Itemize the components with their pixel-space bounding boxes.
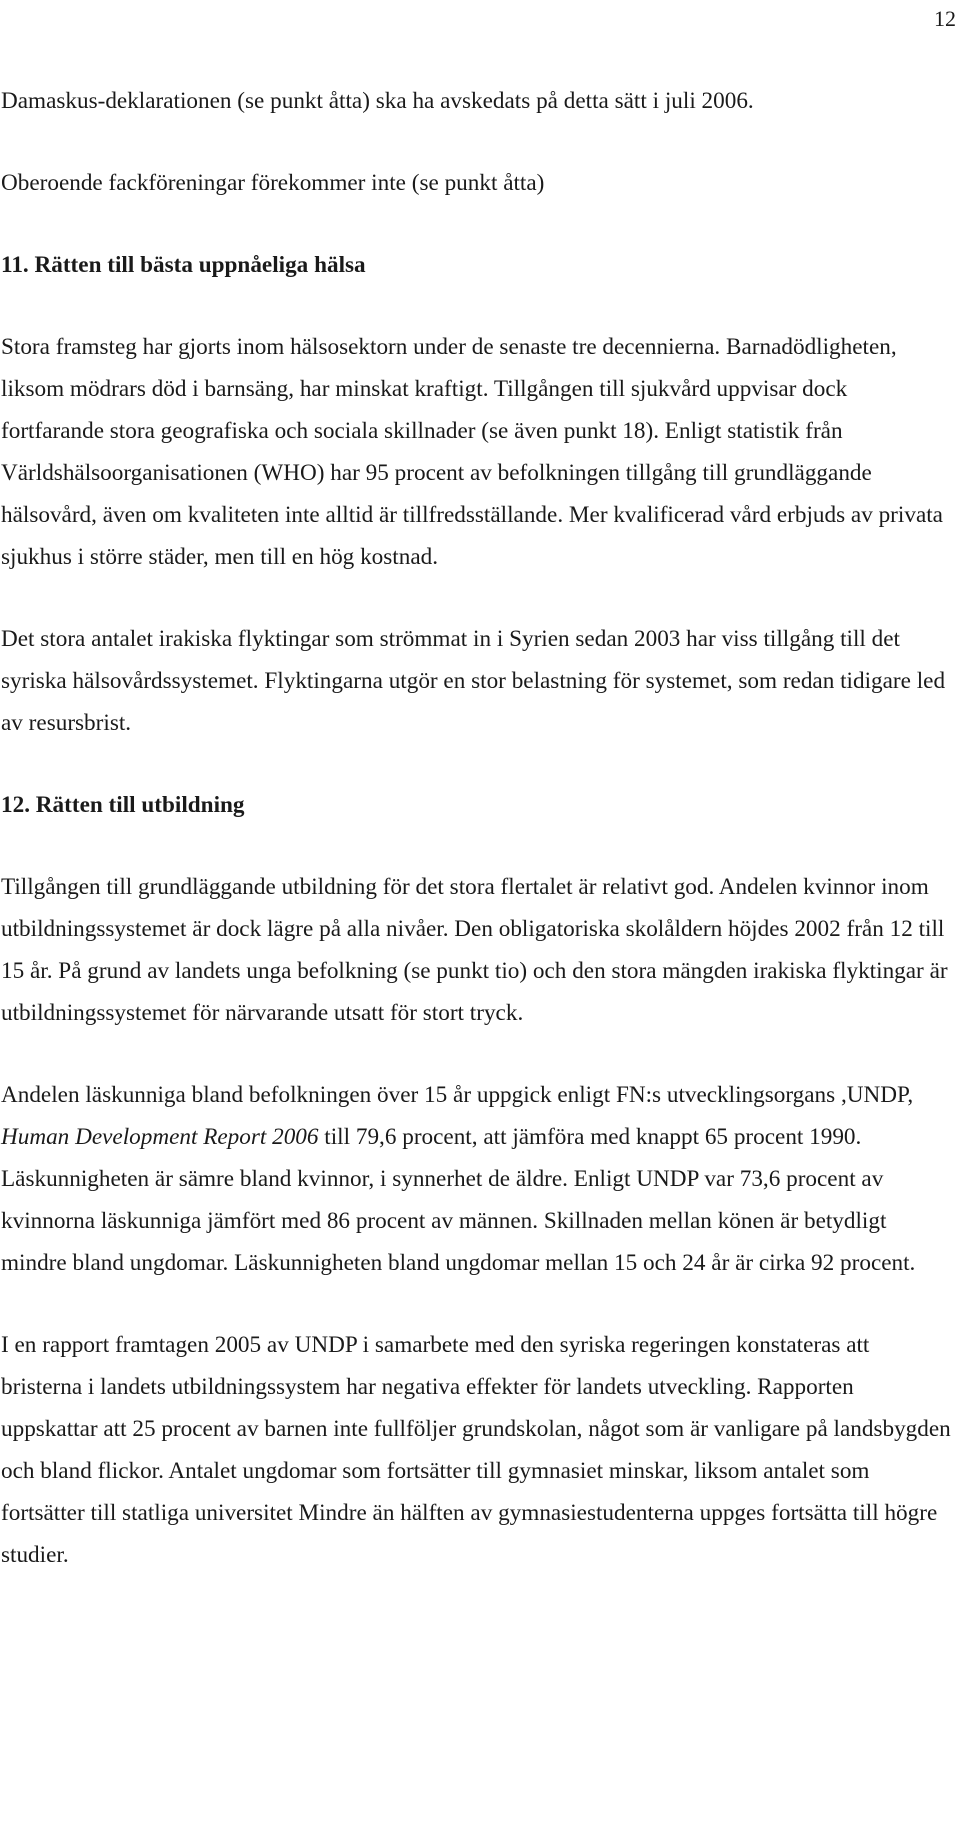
paragraph-utbildning-1: Tillgången till grundläggande utbildning för det stora flertalet är relativt god. Andelen kvinnor inom utbildningssystemet är dock lägre på alla nivåer. Den obligatoriska skolåldern höjdes 2002 från 12 till 15 år. På grund av landets unga befolkning (se punkt tio) och den stora mängden irakiska flyktingar är utbildningssystemet för närvarande utsatt för stort tryck. [1,874,948,1026]
paragraph-halsa-1: Stora framsteg har gjorts inom hälsosektorn under de senaste tre decennierna. Barnadödligheten, liksom mödrars död i barnsäng, har minskat kraftigt. Tillgången till sjukvård uppvisar dock fortfarande stora geografiska och sociala skillnader (se även punkt 18). Enligt statistik från Världshälsoorganisationen (WHO) har 95 procent av befolkningen tillgång till grundläggande hälsovård, även om kvaliteten inte alltid är tillfredsställande. Mer kvalificerad vård erbjuds av privata sjukhus i större städer, men till en hög kostnad. [1,334,943,570]
section-heading-12: 12. Rätten till utbildning [1,792,245,818]
paragraph-halsa-2: Det stora antalet irakiska flyktingar som strömmat in i Syrien sedan 2003 har viss tillgång till det syriska hälsovårdssystemet. Flyktingarna utgör en stor belastning för systemet, som redan tidigare led av resursbrist. [1,626,946,736]
paragraph-damaskus: Damaskus-deklarationen (se punkt åtta) ska ha avskedats på detta sätt i juli 2006. [1,88,754,114]
page-number: 12 [934,6,956,31]
document-body [1,80,956,1616]
section-heading-11: 11. Rätten till bästa uppnåeliga hälsa [1,252,366,278]
paragraph-utbildning-3: I en rapport framtagen 2005 av UNDP i samarbete med den syriska regeringen konstateras att bristerna i landets utbildningssystem har negativa effekter för landets utveckling. Rapporten uppskattar att 25 procent av barnen inte fullföljer grundskolan, något som är vanligare på landsbygden och bland flickor. Antalet ungdomar som fortsätter till gymnasiet minskar, liksom antalet som fortsätter till statliga universitet Mindre än hälften av gymnasiestudenterna uppges fortsätta till högre studier. [1,1332,951,1568]
paragraph-utbildning-2 [1,1074,956,1284]
report-title: Human Development Report 2006 [1,1124,319,1150]
paragraph-utbildning-2-part-a: Andelen läskunniga bland befolkningen över 15 år uppgick enligt FN:s utvecklingsorgans ,UNDP, [1,1082,914,1108]
paragraph-fackforeningar: Oberoende fackföreningar förekommer inte (se punkt åtta) [1,170,545,196]
paragraph-utbildning-2-part-b: till 79,6 procent, att jämföra med knappt 65 procent 1990. Läskunnigheten är sämre bland kvinnor, i synnerhet de äldre. Enligt UNDP var 73,6 procent av kvinnorna läskunniga jämfört med 86 procent av männen. Skillnaden mellan könen är betydligt mindre bland ungdomar. Läskunnigheten bland ungdomar mellan 15 och 24 år är cirka 92 procent. [1,1124,916,1276]
